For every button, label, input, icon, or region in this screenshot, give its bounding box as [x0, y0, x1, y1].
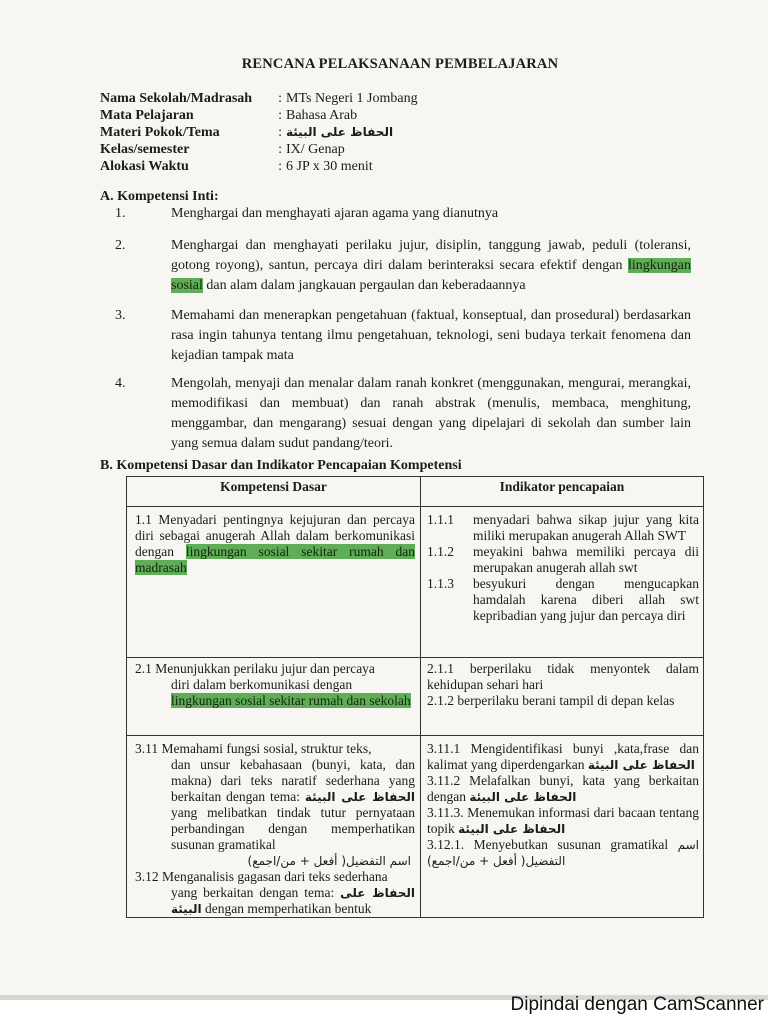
identity-colon: :	[278, 91, 282, 106]
highlighted-text: lingkungan sosial sekitar rumah dan madrasah	[135, 544, 416, 575]
ki-text	[171, 236, 691, 296]
identity-value: 6 JP x 30 menit	[286, 159, 373, 174]
identity-row	[100, 124, 418, 141]
indicator-item	[427, 693, 699, 709]
identity-label: Alokasi Waktu	[100, 159, 189, 174]
identity-row	[100, 90, 418, 107]
row-divider	[127, 735, 703, 736]
identity-value: MTs Negeri 1 Jombang	[286, 91, 418, 106]
identity-row	[100, 107, 418, 124]
indicator-item	[427, 805, 699, 837]
indicator-item	[427, 576, 699, 624]
identity-value-arabic	[286, 124, 418, 141]
indicator-text: Melafalkan bunyi, kata yang berkaitan dengan	[427, 773, 699, 804]
identity-value: Bahasa Arab	[286, 108, 358, 123]
kd-text-indented	[135, 885, 415, 917]
section-b-heading: B. Kompetensi Dasar dan Indikator Pencapaian Kompetensi	[100, 458, 462, 473]
arabic-text: الحفاظ على البيئة	[458, 822, 566, 836]
section-a-heading: A. Kompetensi Inti:	[100, 189, 219, 204]
identity-colon: :	[278, 108, 282, 123]
indicator-text: besyukuri dengan mengucapkan hamdalah karena diberi allah swt kepribadian yang jujur dan percaya diri	[473, 576, 699, 623]
indicator-item	[427, 741, 699, 773]
indicator-number: 3.11.1	[427, 741, 461, 756]
row-divider	[127, 506, 703, 507]
kd-text: diri dalam berkomunikasi dengan	[171, 677, 353, 692]
kd-text: 1.1 Menyadari pentingnya kejujuran dan percaya diri sebagai anugerah Allah dalam berkomunikasi dengan	[135, 512, 415, 559]
ki-number: 2.	[115, 238, 126, 253]
indicator-text: berperilaku tidak menyontek dalam kehidupan sehari hari	[427, 661, 699, 692]
indicator-item	[427, 661, 699, 693]
kd-text: yang berkaitan dengan tema:	[171, 885, 335, 900]
identity-colon: :	[278, 159, 282, 174]
scanner-watermark: Dipindai dengan CamScanner	[510, 994, 764, 1015]
indicator-number: 3.11.2	[427, 773, 461, 788]
indicator-text: meyakini bahwa memiliki percaya dii merupakan anugerah allah swt	[473, 544, 699, 575]
highlighted-text: lingkungan sosial sekitar rumah dan sekolah	[171, 693, 411, 708]
indicator-number: 1.1.2	[427, 544, 454, 559]
indicator-item	[427, 837, 699, 869]
column-header-kompetensi-dasar: Kompetensi Dasar	[220, 479, 327, 494]
identity-label: Nama Sekolah/Madrasah	[100, 91, 253, 106]
indicator-text: Menemukan informasi dari bacaan tentang topik	[427, 805, 699, 836]
indicator-item	[427, 773, 699, 805]
kd-cell-1-1	[135, 512, 415, 576]
indicator-number: 1.1.1	[427, 512, 454, 527]
kd-text: 2.1 Menunjukkan perilaku jujur dan percaya	[135, 661, 375, 676]
ki-text: Mengolah, menyaji dan menalar dalam ranah konkret (menggunakan, mengurai, merangkai, memodifikasi dan membuat) dan ranah abstrak (menulis, membaca, menghitung, menggambar, dan mengarang) sesuai dengan yang dipelajari di sekolah dan sumber lain yang semua dalam sudut pandang/teori.	[171, 376, 691, 451]
kd-text: 3.11 Memahami fungsi sosial, struktur teks,	[135, 741, 372, 756]
arabic-text: الحفاظ على البيئة	[469, 790, 577, 804]
kd-cell-3-11	[135, 741, 415, 917]
identity-value: IX/ Genap	[286, 142, 345, 157]
column-divider	[420, 477, 421, 917]
arabic-text: الحفاظ على البيئة	[587, 758, 695, 772]
identity-label: Mata Pelajaran	[100, 108, 194, 123]
kd-text: yang melibatkan tindak tutur pernyataan perbandingan dengan memperhatikan susunan gramatikal	[171, 805, 415, 852]
indicator-number: 1.1.3	[427, 576, 454, 591]
ki-number: 1.	[115, 206, 126, 221]
highlighted-text: lingkungan sosial	[171, 258, 691, 293]
arabic-text: الحفاظ على البيئة	[304, 790, 416, 804]
identity-table	[100, 90, 418, 175]
identity-label: Kelas/semester	[100, 142, 190, 157]
indicator-cell-1	[427, 512, 699, 624]
ki-text: Menghargai dan menghayati ajaran agama yang dianutnya	[171, 206, 499, 221]
indicator-cell-2	[427, 661, 699, 709]
row-divider	[127, 657, 703, 658]
kd-text-indented	[135, 757, 415, 853]
kd-cell-2-1	[135, 661, 415, 709]
kompetensi-dasar-table	[126, 476, 704, 918]
ki-number: 4.	[115, 376, 126, 391]
identity-colon: :	[278, 142, 282, 157]
ki-text: Memahami dan menerapkan pengetahuan (faktual, konseptual, dan prosedural) berdasarkan rasa ingin tahunya tentang ilmu pengetahuan, teknologi, seni budaya terkait fenomena dan kejadian tampak mata	[171, 308, 691, 363]
identity-label: Materi Pokok/Tema	[100, 125, 220, 140]
indicator-number: 2.1.2	[427, 693, 454, 708]
arabic-text: اسم التفضيل( أفعل + من/اجمع)	[427, 838, 700, 868]
ki-number: 3.	[115, 308, 126, 323]
indicator-cell-3	[427, 741, 699, 869]
ki-text-part: Menghargai dan menghayati perilaku jujur, disiplin, tanggung jawab, peduli (toleransi, gotong royong), santun, percaya diri dalam berinteraksi secara efektif dengan	[171, 238, 691, 273]
ki-text-part: dan alam dalam jangkauan pergaulan dan keberadaannya	[202, 278, 526, 293]
kd-text: dan unsur kebahasaan (bunyi, kata, dan makna) dari teks naratif sederhana yang berkaitan dengan tema:	[171, 757, 415, 804]
arabic-text: الحفاظ على البيئة	[171, 886, 416, 916]
arabic-text: الحفاظ على البيئة	[286, 125, 394, 139]
indicator-item	[427, 512, 699, 544]
column-header-indikator: Indikator pencapaian	[499, 479, 625, 494]
indicator-number: 3.12.1.	[427, 837, 465, 852]
indicator-number: 2.1.1	[427, 661, 454, 676]
document-title: RENCANA PELAKSANAAN PEMBELAJARAN	[241, 56, 559, 72]
identity-colon: :	[278, 125, 282, 140]
kd-text: dengan memperhatikan bentuk	[204, 901, 372, 916]
identity-row	[100, 141, 418, 158]
kd-arabic-line	[135, 853, 415, 869]
indicator-number: 3.11.3.	[427, 805, 464, 820]
indicator-text: Menyebutkan susunan gramatikal	[473, 837, 669, 852]
indicator-text: menyadari bahwa sikap jujur yang kita miliki merupakan anugerah Allah SWT	[473, 512, 699, 543]
kd-text-indented	[135, 677, 415, 709]
indicator-text: Mengidentifikasi bunyi ,kata,frase dan kalimat yang diperdengarkan	[427, 741, 699, 772]
arabic-text: اسم التفضيل( أفعل + من/اجمع)	[247, 854, 411, 868]
identity-row	[100, 158, 418, 175]
kd-text: 3.12 Menganalisis gagasan dari teks sederhana	[135, 869, 388, 884]
indicator-item	[427, 544, 699, 576]
indicator-text: berperilaku berani tampil di depan kelas	[457, 693, 675, 708]
